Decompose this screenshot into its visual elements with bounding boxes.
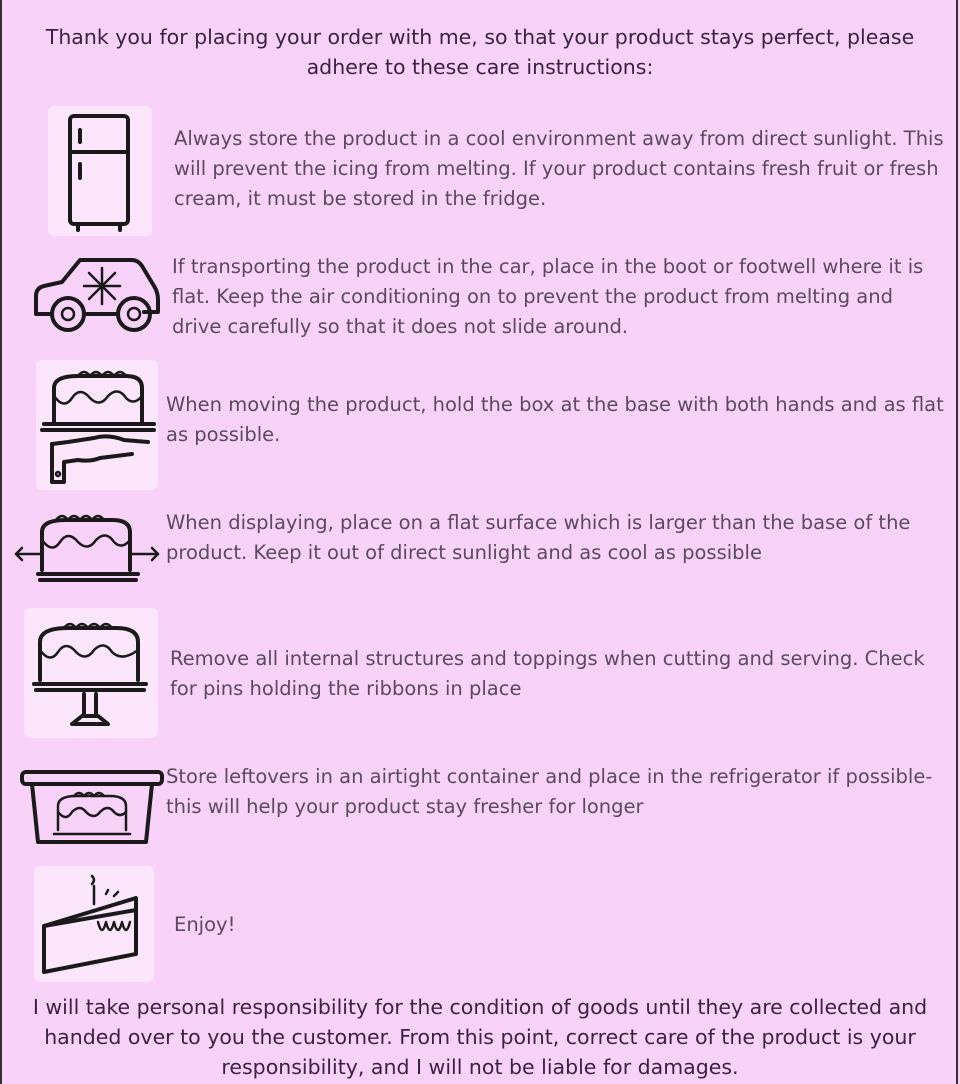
airtight-container-icon [18, 764, 166, 848]
cake-slice-icon [36, 872, 152, 976]
car-air-conditioning-icon [28, 252, 162, 338]
instruction-text-leftovers: Store leftovers in an airtight container and place in the refrigerator if possible- this will help your product stay fresher for longer [166, 765, 933, 818]
instruction-text-enjoy: Enjoy! [174, 913, 236, 936]
cake-flat-surface-icon [12, 508, 164, 588]
instruction-text-moving: When moving the product, hold the box at the base with both hands and as flat as possible. [166, 393, 944, 446]
instruction-text-storage: Always store the product in a cool environment away from direct sunlight. This will prevent the icing from melting. If your product contains fresh fruit or fresh cream, it must be stored in the fridge. [174, 127, 944, 210]
closing-disclaimer: I will take personal responsibility for the condition of goods until they are collected and handed over to you the customer. From this point, correct care of the product is your responsibility, and I will not be liable for damages. [32, 995, 928, 1079]
intro-text: Thank you for placing your order with me, so that your product stays perfect, please adhere to these care instructions: [45, 25, 915, 79]
instruction-text-displaying: When displaying, place on a flat surface which is larger than the base of the product. Keep it out of direct sunlight and as cool as possible [166, 511, 911, 564]
cake-on-hand-icon [38, 362, 158, 488]
instruction-text-transport: If transporting the product in the car, place in the boot or footwell where it is flat. Keep the air conditioning on to prevent the product from melting and drive carefully so that it does not slide around. [172, 255, 924, 338]
cake-stand-icon [28, 612, 154, 736]
instruction-text-serving: Remove all internal structures and toppings when cutting and serving. Check for pins holding the ribbons in place [170, 647, 925, 700]
fridge-icon [60, 112, 140, 232]
